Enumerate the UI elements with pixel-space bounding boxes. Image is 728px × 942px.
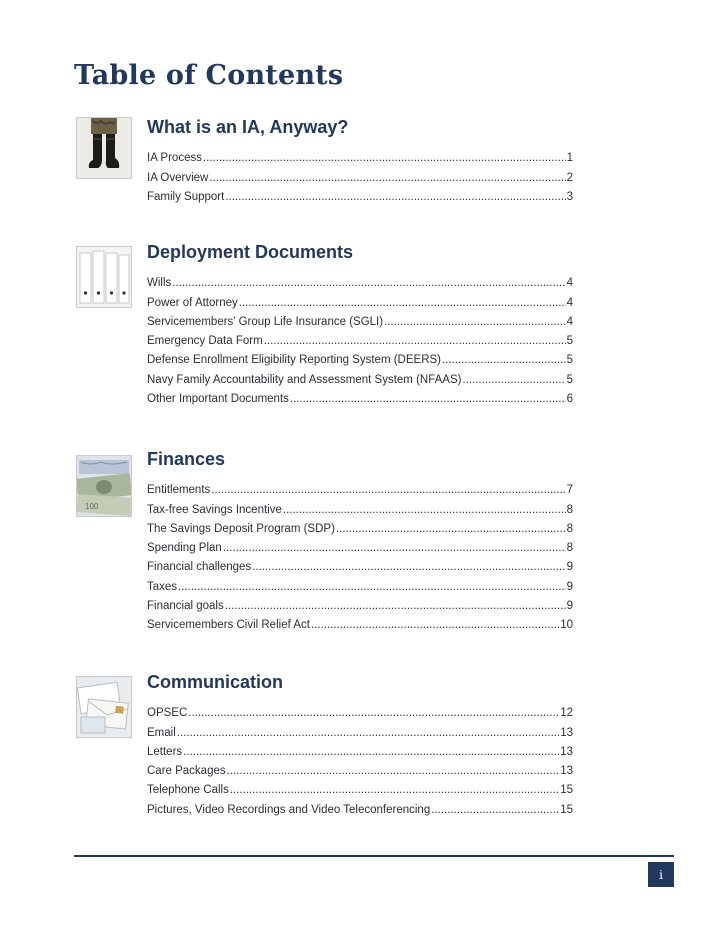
toc-list [147, 700, 573, 816]
toc-entry[interactable] [147, 184, 573, 203]
toc-entry[interactable] [147, 496, 573, 515]
toc-entry-page: 4 [566, 277, 573, 290]
toc-entry[interactable] [147, 309, 573, 328]
dot-leader [177, 727, 559, 739]
dot-leader [225, 191, 565, 203]
toc-entry-label: Servicemembers Civil Relief Act [147, 619, 310, 632]
toc-list [147, 270, 573, 405]
toc-entry[interactable] [147, 477, 573, 496]
toc-entry-page: 10 [560, 619, 573, 632]
toc-entry-label: Servicemembers’ Group Life Insurance (SGLI) [147, 315, 384, 328]
toc-entry-page: 6 [566, 393, 573, 406]
toc-entry-page: 13 [560, 745, 573, 758]
toc-entry-page: 9 [566, 580, 573, 593]
dot-leader [311, 619, 559, 631]
toc-entry[interactable] [147, 145, 573, 164]
toc-entry[interactable] [147, 612, 573, 631]
toc-entry-page: 13 [560, 726, 573, 739]
toc-entry-label: Financial challenges [147, 561, 252, 574]
toc-entry[interactable] [147, 164, 573, 183]
dot-leader [239, 297, 566, 309]
toc-entry-page: 3 [566, 190, 573, 203]
dot-leader [183, 746, 559, 758]
money-icon [76, 455, 132, 517]
toc-entry-label: Other Important Documents [147, 393, 289, 406]
toc-entry-label: Taxes [147, 580, 178, 593]
toc-entry[interactable] [147, 535, 573, 554]
toc-entry[interactable] [147, 328, 573, 347]
toc-entry[interactable] [147, 739, 573, 758]
footer-rule [74, 855, 674, 857]
svg-text:100: 100 [85, 502, 99, 511]
dot-leader [211, 484, 565, 496]
section-title: Finances [147, 449, 226, 469]
boots-icon [76, 117, 132, 179]
toc-entry-page: 1 [566, 152, 573, 165]
toc-entry-label: Wills [147, 277, 172, 290]
toc-entry[interactable] [147, 386, 573, 405]
dot-leader [283, 504, 566, 516]
toc-entry-label: Power of Attorney [147, 296, 238, 309]
toc-entry-label: IA Overview [147, 171, 209, 184]
toc-entry-page: 9 [566, 561, 573, 574]
dot-leader [290, 393, 566, 405]
toc-entry-page: 13 [560, 765, 573, 778]
toc-entry-label: Navy Family Accountability and Assessment System (NFAAS) [147, 373, 462, 386]
toc-entry[interactable] [147, 700, 573, 719]
section-title: Communication [147, 672, 284, 692]
dot-leader [178, 581, 566, 593]
toc-entry-label: Email [147, 726, 176, 739]
toc-entry[interactable] [147, 777, 573, 796]
section-title: Deployment Documents [147, 242, 354, 262]
toc-entry-label: Tax-free Savings Incentive [147, 503, 282, 516]
toc-entry[interactable] [147, 289, 573, 308]
dot-leader [223, 542, 566, 554]
page-number: i [648, 862, 674, 887]
dot-leader [336, 523, 566, 535]
toc-entry-page: 7 [566, 484, 573, 497]
dot-leader [172, 277, 565, 289]
dot-leader [431, 804, 559, 816]
toc-entry-page: 8 [566, 542, 573, 555]
binders-icon [76, 246, 132, 308]
toc-entry[interactable] [147, 270, 573, 289]
dot-leader [209, 172, 565, 184]
toc-entry-page: 4 [566, 296, 573, 309]
dot-leader [252, 561, 565, 573]
page-title: Table of Contents [74, 60, 344, 91]
dot-leader [188, 707, 559, 719]
dot-leader [230, 784, 559, 796]
dot-leader [442, 354, 566, 366]
toc-entry-page: 4 [566, 315, 573, 328]
toc-entry[interactable] [147, 366, 573, 385]
toc-entry-label: Pictures, Video Recordings and Video Teleconferencing [147, 803, 431, 816]
toc-entry-label: Care Packages [147, 765, 226, 778]
toc-entry[interactable] [147, 573, 573, 592]
toc-entry-label: Telephone Calls [147, 784, 229, 797]
toc-entry[interactable] [147, 796, 573, 815]
toc-entry-label: Spending Plan [147, 542, 222, 555]
toc-entry-page: 15 [560, 803, 573, 816]
toc-entry-label: Emergency Data Form [147, 335, 263, 348]
toc-entry-label: IA Process [147, 152, 202, 165]
toc-entry-label: Defense Enrollment Eligibility Reporting System (DEERS) [147, 354, 441, 367]
toc-list [147, 477, 573, 631]
dot-leader [227, 765, 560, 777]
toc-entry-label: OPSEC [147, 707, 188, 720]
toc-entry[interactable] [147, 516, 573, 535]
toc-entry-page: 5 [566, 354, 573, 367]
toc-entry[interactable] [147, 554, 573, 573]
toc-entry-page: 8 [566, 522, 573, 535]
toc-entry-page: 2 [566, 171, 573, 184]
toc-entry-page: 9 [566, 600, 573, 613]
toc-entry[interactable] [147, 593, 573, 612]
toc-entry-page: 5 [566, 373, 573, 386]
toc-entry-label: Letters [147, 745, 183, 758]
dot-leader [264, 335, 566, 347]
toc-entry[interactable] [147, 758, 573, 777]
section-title: What is an IA, Anyway? [147, 117, 349, 137]
toc-entry-page: 12 [560, 707, 573, 720]
dot-leader [462, 374, 565, 386]
envelopes-icon [76, 676, 132, 738]
toc-entry-label: Family Support [147, 190, 225, 203]
toc-entry-page: 5 [566, 335, 573, 348]
dot-leader [203, 152, 566, 164]
toc-entry-label: The Savings Deposit Program (SDP) [147, 522, 335, 535]
toc-list [147, 145, 573, 203]
toc-entry-page: 8 [566, 503, 573, 516]
dot-leader [384, 316, 566, 328]
dot-leader [225, 600, 566, 612]
toc-entry-page: 15 [560, 784, 573, 797]
toc-entry-label: Financial goals [147, 600, 224, 613]
toc-entry[interactable] [147, 347, 573, 366]
toc-entry-label: Entitlements [147, 484, 211, 497]
toc-entry[interactable] [147, 719, 573, 738]
